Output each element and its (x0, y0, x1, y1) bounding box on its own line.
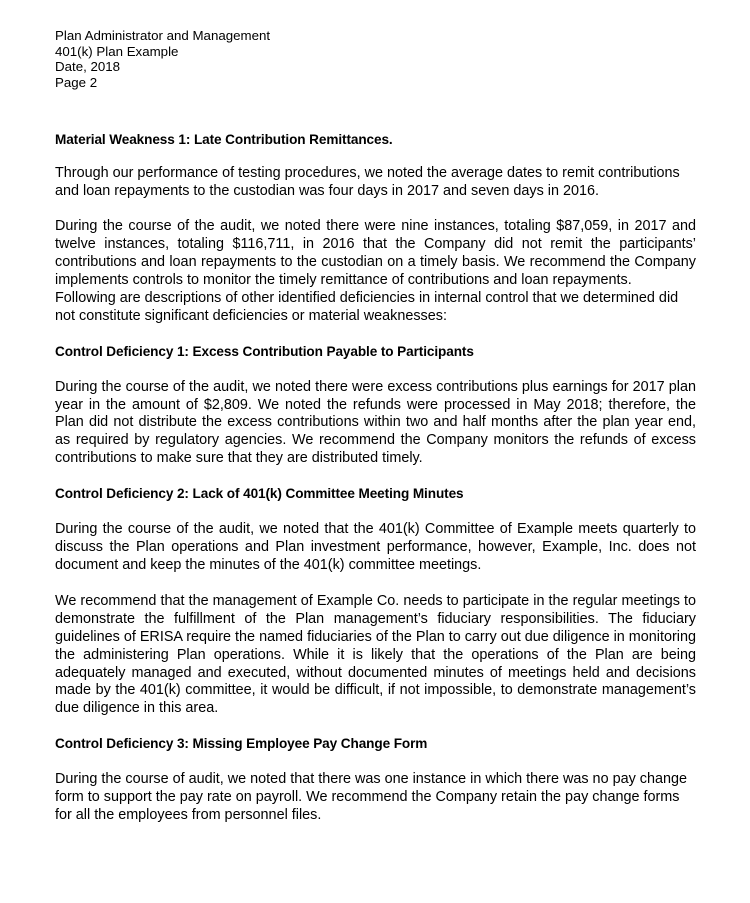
control-deficiency-1-heading: Control Deficiency 1: Excess Contribution Payable to Participants (55, 343, 474, 359)
material-weakness-1-heading: Material Weakness 1: Late Contribution Remittances. (55, 132, 393, 148)
control-deficiency-2-paragraph-1: During the course of the audit, we noted that the 401(k) Committee of Example meets quarterly to discuss the Plan operations and Plan investment performance, however, Example, Inc. does not document and keep the minutes of the 401(k) committee meetings. (55, 521, 696, 573)
control-deficiency-2-paragraph-2: We recommend that the management of Example Co. needs to participate in the regular meetings to demonstrate the fulfillment of the Plan management’s fiduciary responsibilities. The fiduciary guidelines of ERISA require the named fiduciaries of the Plan to carry out due diligence in monitoring the administering Plan operations. While it is likely that the operations of the Plan are being adequately managed and executed, without documented minutes of meetings held and decisions made by the 401(k) committee, it would be difficult, if not impossible, to demonstrate management’s due diligence in this area. (55, 592, 696, 717)
control-deficiency-3-paragraph-1: During the course of audit, we noted that there was one instance in which there was no pay change form to support the pay rate on payroll. We recommend the Company retain the pay change forms for all the employees from personnel files. (55, 771, 687, 824)
control-deficiency-1-paragraph-1: During the course of the audit, we noted there were excess contributions plus earnings for 2017 plan year in the amount of $2,809. We noted the refunds were processed in May 2018; therefore, the Plan did not distribute the excess contributions within two and half months after the plan year end, as required by regulatory agencies. We recommend the Company monitors the refunds of excess contributions to make sure that they are distributed timely. (55, 378, 696, 467)
control-deficiency-2-heading: Control Deficiency 2: Lack of 401(k) Committee Meeting Minutes (55, 486, 464, 502)
material-weakness-1-paragraph-3: Following are descriptions of other identified deficiencies in internal control that we determined did not constitute significant deficiencies or material weaknesses: (55, 289, 679, 324)
header-recipient: Plan Administrator and Management (55, 28, 271, 43)
document-page (55, 28, 696, 825)
material-weakness-1-paragraph-1: Through our performance of testing procedures, we noted the average dates to remit contributions and loan repayments to the custodian was four days in 2017 and seven days in 2016. (55, 165, 680, 200)
letter-header (55, 28, 696, 90)
control-deficiency-3-heading: Control Deficiency 3: Missing Employee Pay Change Form (55, 736, 428, 752)
material-weakness-1-paragraph-2: During the course of the audit, we noted there were nine instances, totaling $87,059, in 2017 and twelve instances, totaling $116,711, in 2016 that the Company did not remit the participants’ contributions and loan repayments to the custodian on a timely basis. We recommend the Company implements controls to monitor the timely remittance of contributions and loan repayments. (55, 218, 696, 288)
header-date: Date, 2018 (55, 59, 121, 75)
header-plan-name: 401(k) Plan Example (55, 43, 179, 59)
header-page-number: Page 2 (55, 74, 98, 90)
